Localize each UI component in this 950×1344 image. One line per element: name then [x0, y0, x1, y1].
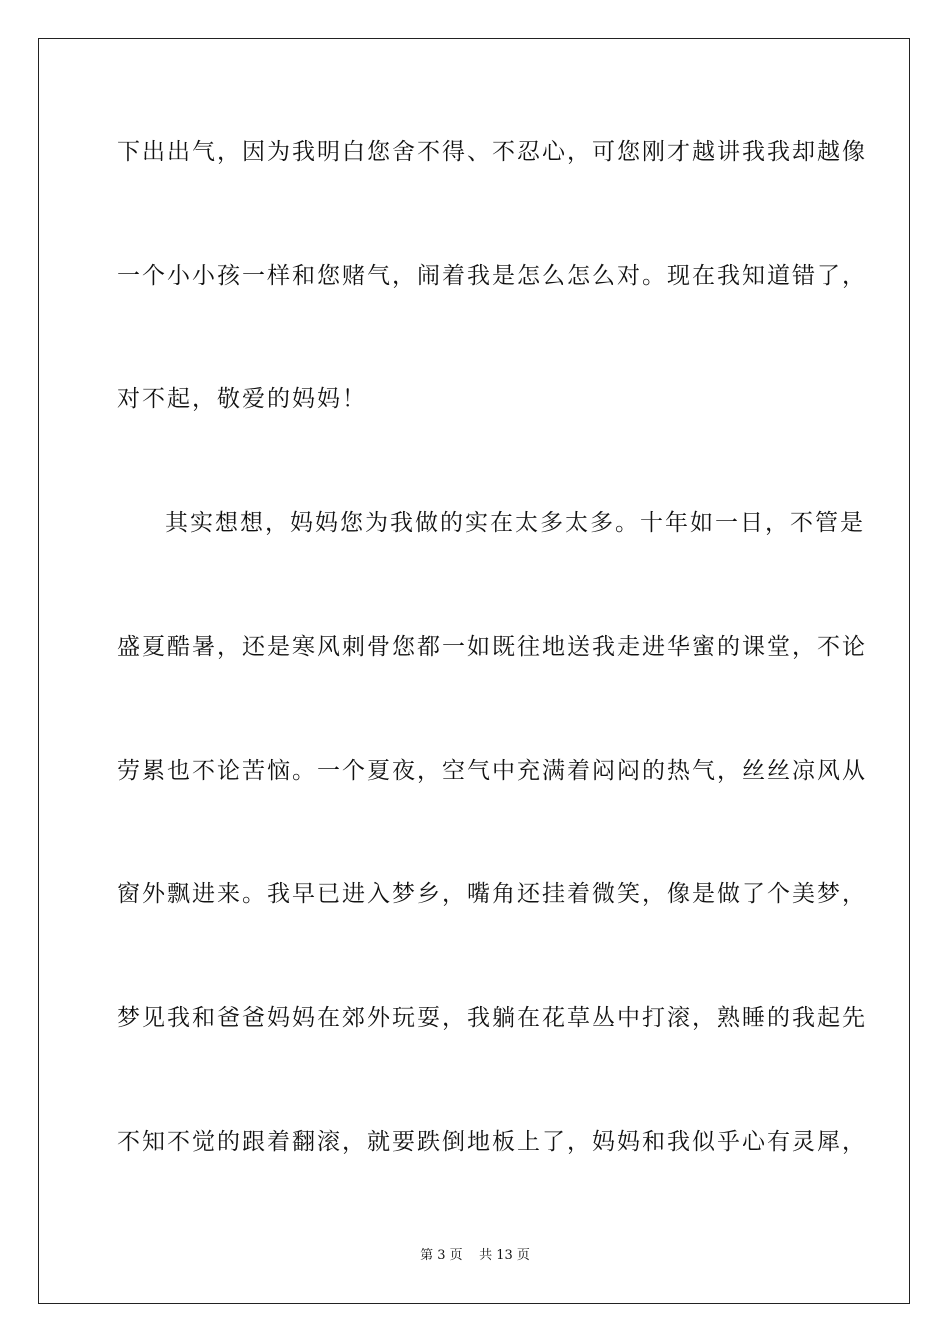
- body-text-line: 梦见我和爸爸妈妈在郊外玩耍，我躺在花草丛中打滚，熟睡的我起先: [117, 1005, 867, 1031]
- page-number-footer: 第 3 页 共 13 页: [420, 1248, 530, 1263]
- paragraph-first-line: 其实想想，妈妈您为我做的实在太多太多。十年如一日，不管是: [165, 510, 865, 536]
- body-text-line: 劳累也不论苦恼。一个夏夜，空气中充满着闷闷的热气，丝丝凉风从: [117, 758, 867, 784]
- body-text-line: 不知不觉的跟着翻滚，就要跌倒地板上了，妈妈和我似乎心有灵犀，: [117, 1129, 867, 1155]
- page-border: [38, 38, 910, 1304]
- body-text-line: 盛夏酷暑，还是寒风刺骨您都一如既往地送我走进华蜜的课堂，不论: [117, 634, 867, 660]
- body-text-line: 一个小小孩一样和您赌气，闹着我是怎么怎么对。现在我知道错了，: [117, 263, 867, 289]
- body-text-line: 对不起，敬爱的妈妈！: [117, 386, 367, 412]
- body-text-line: 下出出气，因为我明白您舍不得、不忍心，可您刚才越讲我我却越像: [117, 139, 867, 165]
- body-text-line: 窗外飘进来。我早已进入梦乡，嘴角还挂着微笑，像是做了个美梦，: [117, 881, 867, 907]
